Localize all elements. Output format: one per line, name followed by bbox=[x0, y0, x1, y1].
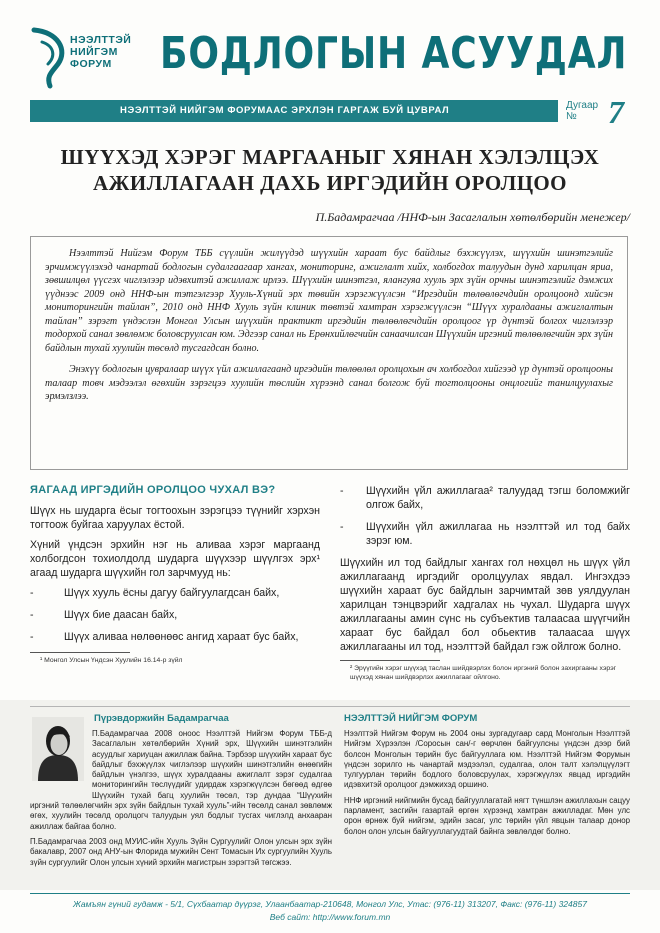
logo-line-2: НИЙГЭМ bbox=[70, 46, 118, 58]
publication-title: БОДЛОГЫН АСУУДАЛ bbox=[160, 28, 628, 79]
bio-paragraph-1: П.Бадамрагчаа 2008 оноос Нээлттэй Нийгэм Форум ТББ-д Засаглалын хөтөлбөрийн Хүний эрх, Шүүхийн шинэтгэлийн асуудлыг хариуцан ажиллаж байна. Тэрбээр шүүхийн хараат бус байдлыг бэхжүүлэх чиглэлээр шүүхийн шинэтгэлийн өнөөгийн байдлын үнэлгээ, шүүх хуралдааны ажиглалт зэрэг судалгаа мониторингийн төслүүдийг удирдаж хэрэгжүүлсэн бөгөөд өдгөө Шүүхийн тухай багц хуулийн төсөл, тэр дундаа “Шүүхийн иргэний төлөөлөгчийн эрх зүйн байдлын тухай хууль”-ийн төсөлд санал зөвлөмж өгөх, хуулийн төсөлд оролцогч талуудын уял бодлыг тусгах чиглэлд анхааран ажиллаж байгаа болно. bbox=[30, 729, 332, 831]
swirl-logo-icon bbox=[28, 24, 72, 90]
forum-about-paragraph-1: Нээлттэй Нийгэм Форум нь 2004 оны зургадугаар сард Монголын Нээлттэй Нийгэм Хүрээлэн /Соросын сан/-г өөрчлөн байгуулсны үндсэн дээр бий болсон Монголын төрийн бус байгууллага юм. Нээлттэй Нийгэм Форумын үндсэн зорилго нь чанартай мэдээлэл, судалгаа, олон талт хэлэлцүүлэгт тулгуурлан төрийн бодлого боловсруулах, хэрэгжүүлэх явцад иргэдийн идэвхитэй оролцоог дэмжихэд оршино. bbox=[344, 729, 630, 790]
bullet-text: Шүүхийн үйл ажиллагаа² талуудад тэгш боломжийг олгож байх, bbox=[366, 485, 630, 511]
author-line: П.Бадамрагчаа /ННФ-ын Засаглалын хөтөлбөрийн менежер/ bbox=[315, 210, 630, 224]
issue-label-word: Дугаар bbox=[566, 100, 599, 111]
article-title bbox=[30, 144, 630, 196]
bullet-text: Шүүх аливаа нөлөөнөөс ангид хараат бус байх, bbox=[64, 631, 299, 643]
dash-icon: - bbox=[30, 609, 34, 621]
bio-paragraph-2: П.Бадамрагчаа 2003 онд МУИС-ийн Хууль Зүйн Сургуулийг Олон улсын эрх зүйн бакалавр, 2007 онд АНУ-ын Флорида мужийн Сент Томасын Их сургуулийн Хууль зүйн сургуулийг Олон улсын хүний эрхийн магистрын зэрэгтэй төгсжээ. bbox=[30, 836, 332, 867]
forum-about-heading: НЭЭЛТТЭЙ НИЙГЭМ ФОРУМ bbox=[344, 713, 478, 724]
dash-icon: - bbox=[340, 485, 344, 497]
bullet-item bbox=[30, 630, 320, 644]
logo-line-3: ФОРУМ bbox=[70, 58, 112, 70]
abstract-paragraph-1: Нээлттэй Нийгэм Форум ТББ сүүлийн жилүүдэд шүүхийн хараат бус байдлыг бэхжүүлэх, шүүхийн шинэтгэлийг эрчимжүүлэхэд чанартай бодлогын судалгаагаар хангах, мониторинг, ажиглалт хийх, холбогдох талуудын дунд харилцан яриа, зөвшилцөл үүсгэх чиглэлээр идэвхитэй ажиллаж ирлээ. Шүүхийн шинэтгэл, ялангуяа хууль эрх зүйн орчны шинэтгэлийг дэмжих үүднээс 2009 онд ННФ-ын тэтгэлгээр Хууль-Хүний эрх төвийн хэрэгжүүлсэн “Иргэдийн төлөөлөгчдийн оролцоонд хийсэн мониторингийн тайлан”, 2010 онд ННФ Хууль зүйн клиник төвтэй хамтран хэрэгжүүлсэн “Шүүх хуралдааны ажиглалтын тайлан” зэрэгт үндэслэн Монгол Улсын шүүхийн практикт иргэдийн төлөөлөгчдийн оролцоог үр дүнтэй болгох чиглэлээр тодорхой санал зөвлөмж боловсруулсан юм. Эдгээр санал нь Ерөнхийлөгчийн санаачилсан Шүүхийн иргэний төлөөлөгчийн эрх зүйн байдлын тухай хуулийн төсөлд тусгагдсан болно. bbox=[45, 248, 613, 354]
issue-label-symbol: № bbox=[566, 111, 577, 122]
bullet-item bbox=[340, 484, 630, 512]
bullet-text: Шүүхийн үйл ажиллагаа нь нээлттэй ил тод байх зэрэг юм. bbox=[366, 521, 630, 547]
footer-address: Жамъян гүний гудамж - 5/1, Сүхбаатар дүүрэг, Улаанбаатар-210648, Монгол Улс, Утас: (976-11) 313207, Факс: (976-11) 324857 bbox=[73, 899, 587, 909]
footnote-divider bbox=[340, 660, 440, 661]
logo-text bbox=[70, 34, 131, 70]
section-heading: ЯАГААД ИРГЭДИЙН ОРОЛЦОО ЧУХАЛ ВЭ? bbox=[30, 484, 276, 496]
logo-line-1: НЭЭЛТТЭЙ bbox=[70, 34, 132, 46]
bullet-item bbox=[340, 520, 630, 548]
body-paragraph: Хүний үндсэн эрхийн нэг нь аливаа хэрэг маргаанд холбогдсон тохиолдолд шударга шүүхээр шүүлгэх эрх¹ агаад шударга шүүхийн гол зарчмууд нь: bbox=[30, 539, 320, 579]
footnote: ¹ Монгол Улсын Үндсэн Хуулийн 16.14-р зүйл bbox=[40, 657, 183, 664]
article-title-line-2: АЖИЛЛАГААН ДАХЬ ИРГЭДИЙН ОРОЛЦОО bbox=[92, 171, 568, 195]
footer-website-link[interactable]: Веб сайт: http://www.forum.mn bbox=[269, 912, 391, 922]
banner-text: НЭЭЛТТЭЙ НИЙГЭМ ФОРУМААС ЭРХЛЭН ГАРГАЖ БУЙ ЦУВРАЛ bbox=[120, 105, 450, 116]
right-column bbox=[340, 484, 630, 682]
abstract-paragraph-2: Энэхүү бодлогын цувралаар шүүх үйл ажиллагаанд иргэдийн төлөөлөл оролцохын ач холбогдол хийгээд үр дүнтэй оролцооны талаар товч мэдээлэл өгөхийн зэрэгцээ хуулийн төслийн хүрээнд санал болгож буй тогтолцооны онцлогийг танилцуулахыг эрмэлзлээ. bbox=[45, 364, 613, 402]
series-banner bbox=[30, 100, 558, 122]
article-title-line-1: ШҮҮХЭД ХЭРЭГ МАРГААНЫГ ХЯНАН ХЭЛЭЛЦЭХ bbox=[60, 145, 600, 169]
dash-icon: - bbox=[30, 631, 34, 643]
forum-logo bbox=[28, 24, 148, 92]
bio-heading: Пүрэвдоржийн Бадамрагчаа bbox=[94, 713, 229, 724]
dash-icon: - bbox=[340, 521, 344, 533]
forum-about-paragraph-2: ННФ иргэний нийгмийн бусад байгууллагатай нягт түншлэн ажиллахын сацуу парламент, засгийн газартай өргөн хүрээнд хамтран ажилладаг. Мөн улс орон өрнөж буй нийгэм, эдийн засаг, улс төрийн үйл явцын талаар донор болон олон улсын байгууллагуудтай байнга зөвлөлдөг болно. bbox=[344, 795, 630, 836]
bullet-item bbox=[30, 608, 320, 622]
abstract-box bbox=[30, 236, 628, 470]
bottom-divider bbox=[30, 706, 630, 707]
dash-icon: - bbox=[30, 587, 34, 599]
bullet-item bbox=[30, 586, 320, 600]
forum-about-text bbox=[344, 729, 630, 837]
left-column bbox=[30, 484, 320, 665]
issue-label bbox=[566, 100, 598, 122]
footnote-divider bbox=[30, 652, 130, 653]
bio-text bbox=[30, 729, 332, 868]
footnote: ² Эрүүгийн хэрэг шүүхэд таслан шийдвэрлэх болон иргэний болон захиргааны хэрэг шүүхэд хянан шийдвэрлэх ажиллагааг ойлгоно. bbox=[350, 665, 617, 681]
bullet-text: Шүүх хууль ёсны дагуу байгуулагдсан байх, bbox=[64, 587, 280, 599]
bullet-text: Шүүх бие даасан байх, bbox=[64, 609, 178, 621]
body-paragraph: Шүүхийн ил тод байдлыг хангах гол нөхцөл нь шүүх үйл ажиллагаанд иргэдийг оролцуулах явдал. Ингэхдээ шүүхийн хараат бус байдлын зарчимтай зөв уялдуулан харилцан тэнцвэрийг хадгалах нь чухал. Шударга шүүх ажиллагааны амин сүнс нь субъектив талаасаа шүүгчийн хараат бус байдал бол обьектив талаасаа шүүх ажиллагааны ил тод, нээлттэй байдал гэж ойлгож болно. bbox=[340, 557, 630, 653]
footer-divider bbox=[30, 893, 630, 894]
body-paragraph: Шүүх нь шударга ёсыг тогтоохын зэрэгцээ түүнийг хэрхэн тогтоож буйгаа харуулах ёстой. bbox=[30, 505, 320, 531]
issue-number: 7 bbox=[608, 94, 624, 130]
